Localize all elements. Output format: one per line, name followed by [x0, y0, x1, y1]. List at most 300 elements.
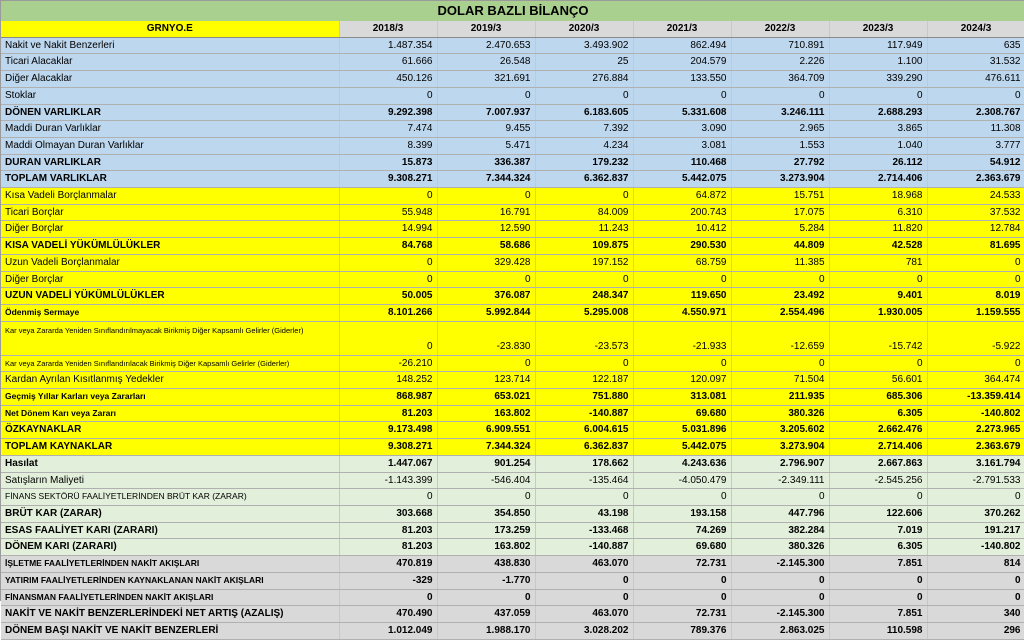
value-cell[interactable]: 901.254 [437, 455, 535, 472]
value-cell[interactable]: 0 [339, 87, 437, 104]
value-cell[interactable]: 71.504 [731, 372, 829, 389]
value-cell[interactable]: 11.820 [829, 221, 927, 238]
value-cell[interactable]: 204.579 [633, 54, 731, 71]
value-cell[interactable]: 0 [633, 355, 731, 372]
value-cell[interactable]: 72.731 [633, 556, 731, 573]
value-cell[interactable]: 200.743 [633, 204, 731, 221]
value-cell[interactable]: 862.494 [633, 37, 731, 54]
value-cell[interactable]: 321.691 [437, 71, 535, 88]
value-cell[interactable]: 5.442.075 [633, 171, 731, 188]
value-cell[interactable]: 6.362.837 [535, 439, 633, 456]
value-cell[interactable]: 635 [927, 37, 1024, 54]
value-cell[interactable]: 0 [731, 271, 829, 288]
value-cell[interactable]: 7.851 [829, 556, 927, 573]
value-cell[interactable]: 11.385 [731, 254, 829, 271]
value-cell[interactable]: 163.802 [437, 405, 535, 422]
value-cell[interactable]: 1.040 [829, 137, 927, 154]
value-cell[interactable]: 3.090 [633, 121, 731, 138]
value-cell[interactable]: 1.100 [829, 54, 927, 71]
row-label[interactable]: Kar veya Zararda Yeniden Sınıflandırılmayacak Birikmiş Diğer Kapsamlı Gelirler (Giderler) [1, 321, 339, 355]
value-cell[interactable]: 364.474 [927, 372, 1024, 389]
value-cell[interactable]: 0 [829, 271, 927, 288]
value-cell[interactable]: -23.830 [437, 321, 535, 355]
value-cell[interactable]: 2.662.476 [829, 422, 927, 439]
value-cell[interactable]: 0 [633, 87, 731, 104]
value-cell[interactable]: 81.203 [339, 539, 437, 556]
value-cell[interactable]: 197.152 [535, 254, 633, 271]
value-cell[interactable]: 6.909.551 [437, 422, 535, 439]
row-label[interactable]: Ödenmiş Sermaye [1, 304, 339, 321]
value-cell[interactable]: 2.714.406 [829, 439, 927, 456]
value-cell[interactable]: 123.714 [437, 372, 535, 389]
row-label[interactable]: Maddi Duran Varlıklar [1, 121, 339, 138]
value-cell[interactable]: 814 [927, 556, 1024, 573]
value-cell[interactable]: 470.490 [339, 606, 437, 623]
row-label[interactable]: Satışların Maliyeti [1, 472, 339, 489]
value-cell[interactable]: 9.292.398 [339, 104, 437, 121]
value-cell[interactable]: -329 [339, 572, 437, 589]
row-label[interactable]: FİNANSMAN FAALİYETLERİNDEN NAKİT AKIŞLARI [1, 589, 339, 606]
ticker-cell[interactable]: GRNYO.E [1, 21, 339, 37]
value-cell[interactable]: 84.009 [535, 204, 633, 221]
value-cell[interactable]: 6.183.605 [535, 104, 633, 121]
row-label[interactable]: TOPLAM KAYNAKLAR [1, 439, 339, 456]
value-cell[interactable]: 653.021 [437, 389, 535, 406]
value-cell[interactable]: 120.097 [633, 372, 731, 389]
value-cell[interactable]: -135.464 [535, 472, 633, 489]
value-cell[interactable]: 14.994 [339, 221, 437, 238]
value-cell[interactable]: 2.554.496 [731, 304, 829, 321]
value-cell[interactable]: 84.768 [339, 238, 437, 255]
row-label[interactable]: DÖNEN VARLIKLAR [1, 104, 339, 121]
value-cell[interactable]: 110.468 [633, 154, 731, 171]
row-label[interactable]: Geçmiş Yıllar Karları veya Zararları [1, 389, 339, 406]
value-cell[interactable]: 15.751 [731, 188, 829, 205]
value-cell[interactable]: 11.308 [927, 121, 1024, 138]
value-cell[interactable]: 211.935 [731, 389, 829, 406]
value-cell[interactable]: 2.273.965 [927, 422, 1024, 439]
value-cell[interactable]: 868.987 [339, 389, 437, 406]
value-cell[interactable]: 1.012.049 [339, 622, 437, 639]
value-cell[interactable]: 31.532 [927, 54, 1024, 71]
value-cell[interactable]: 9.173.498 [339, 422, 437, 439]
value-cell[interactable]: 329.428 [437, 254, 535, 271]
value-cell[interactable]: 2.667.863 [829, 455, 927, 472]
value-cell[interactable]: 5.031.896 [633, 422, 731, 439]
value-cell[interactable]: 751.880 [535, 389, 633, 406]
value-cell[interactable]: 5.471 [437, 137, 535, 154]
value-cell[interactable]: 0 [829, 572, 927, 589]
table-row [1, 87, 1024, 104]
value-cell[interactable]: 4.243.636 [633, 455, 731, 472]
value-cell[interactable]: 0 [535, 589, 633, 606]
value-cell[interactable]: 2.714.406 [829, 171, 927, 188]
value-cell[interactable]: 44.809 [731, 238, 829, 255]
value-cell[interactable]: 3.028.202 [535, 622, 633, 639]
value-cell[interactable]: 179.232 [535, 154, 633, 171]
value-cell[interactable]: 3.205.602 [731, 422, 829, 439]
value-cell[interactable]: 276.884 [535, 71, 633, 88]
value-cell[interactable]: 11.243 [535, 221, 633, 238]
value-cell[interactable]: 2.226 [731, 54, 829, 71]
value-cell[interactable]: 81.203 [339, 522, 437, 539]
value-cell[interactable]: 7.019 [829, 522, 927, 539]
row-label[interactable]: TOPLAM VARLIKLAR [1, 171, 339, 188]
value-cell[interactable]: -26.210 [339, 355, 437, 372]
value-cell[interactable]: 3.081 [633, 137, 731, 154]
value-cell[interactable]: 58.686 [437, 238, 535, 255]
value-cell[interactable]: 4.234 [535, 137, 633, 154]
value-cell[interactable]: 296 [927, 622, 1024, 639]
value-cell[interactable]: -12.659 [731, 321, 829, 355]
value-cell[interactable]: 0 [731, 489, 829, 506]
value-cell[interactable]: 340 [927, 606, 1024, 623]
value-cell[interactable]: 0 [633, 489, 731, 506]
value-cell[interactable]: 0 [339, 321, 437, 355]
value-cell[interactable]: 74.269 [633, 522, 731, 539]
value-cell[interactable]: 56.601 [829, 372, 927, 389]
value-cell[interactable]: 789.376 [633, 622, 731, 639]
value-cell[interactable]: 1.988.170 [437, 622, 535, 639]
value-cell[interactable]: -21.933 [633, 321, 731, 355]
value-cell[interactable]: 1.930.005 [829, 304, 927, 321]
value-cell[interactable]: 437.059 [437, 606, 535, 623]
value-cell[interactable]: 69.680 [633, 405, 731, 422]
row-label[interactable]: BRÜT KAR (ZARAR) [1, 505, 339, 522]
value-cell[interactable]: 16.791 [437, 204, 535, 221]
year-header[interactable]: 2023/3 [829, 21, 927, 37]
value-cell[interactable]: 8.101.266 [339, 304, 437, 321]
value-cell[interactable]: 81.695 [927, 238, 1024, 255]
table-row [1, 372, 1024, 389]
value-cell[interactable]: -2.145.300 [731, 556, 829, 573]
value-cell[interactable]: 122.187 [535, 372, 633, 389]
value-cell[interactable]: 23.492 [731, 288, 829, 305]
row-label[interactable]: Diğer Borçlar [1, 221, 339, 238]
value-cell[interactable]: 193.158 [633, 505, 731, 522]
value-cell[interactable]: 7.344.324 [437, 439, 535, 456]
value-cell[interactable]: 303.668 [339, 505, 437, 522]
row-label[interactable]: YATIRIM FAALİYETLERİNDEN KAYNAKLANAN NAKİT AKIŞLARI [1, 572, 339, 589]
table-row [1, 405, 1024, 422]
value-cell[interactable]: -2.791.533 [927, 472, 1024, 489]
value-cell[interactable]: 24.533 [927, 188, 1024, 205]
value-cell[interactable]: 5.992.844 [437, 304, 535, 321]
value-cell[interactable]: -133.468 [535, 522, 633, 539]
value-cell[interactable]: -140.887 [535, 539, 633, 556]
value-cell[interactable]: 450.126 [339, 71, 437, 88]
row-label[interactable]: Diğer Alacaklar [1, 71, 339, 88]
value-cell[interactable]: 72.731 [633, 606, 731, 623]
row-label[interactable]: ESAS FAALİYET KARI (ZARARI) [1, 522, 339, 539]
sheet-title: DOLAR BAZLI BİLANÇO [1, 1, 1024, 21]
row-label[interactable]: DÖNEM BAŞI NAKİT VE NAKİT BENZERLERİ [1, 622, 339, 639]
value-cell[interactable]: 0 [535, 188, 633, 205]
header-row [1, 21, 1024, 37]
value-cell[interactable]: -23.573 [535, 321, 633, 355]
value-cell[interactable]: 42.528 [829, 238, 927, 255]
value-cell[interactable]: 781 [829, 254, 927, 271]
value-cell[interactable]: 18.968 [829, 188, 927, 205]
value-cell[interactable]: 173.259 [437, 522, 535, 539]
value-cell[interactable]: 2.308.767 [927, 104, 1024, 121]
table-row [1, 455, 1024, 472]
value-cell[interactable]: 0 [437, 87, 535, 104]
value-cell[interactable]: 178.662 [535, 455, 633, 472]
value-cell[interactable]: 0 [927, 355, 1024, 372]
value-cell[interactable]: 470.819 [339, 556, 437, 573]
value-cell[interactable]: 26.548 [437, 54, 535, 71]
row-label[interactable]: Net Dönem Karı veya Zararı [1, 405, 339, 422]
value-cell[interactable]: 0 [437, 489, 535, 506]
value-cell[interactable]: 710.891 [731, 37, 829, 54]
value-cell[interactable]: -140.802 [927, 539, 1024, 556]
table-row [1, 204, 1024, 221]
value-cell[interactable]: 354.850 [437, 505, 535, 522]
value-cell[interactable]: 0 [927, 271, 1024, 288]
value-cell[interactable]: 463.070 [535, 556, 633, 573]
value-cell[interactable]: 0 [731, 589, 829, 606]
year-header[interactable]: 2021/3 [633, 21, 731, 37]
value-cell[interactable]: 336.387 [437, 154, 535, 171]
value-cell[interactable]: 6.305 [829, 405, 927, 422]
value-cell[interactable]: 27.792 [731, 154, 829, 171]
value-cell[interactable]: 117.949 [829, 37, 927, 54]
row-label[interactable]: Kısa Vadeli Borçlanmalar [1, 188, 339, 205]
row-label[interactable]: İŞLETME FAALİYETLERİNDEN NAKİT AKIŞLARI [1, 556, 339, 573]
value-cell[interactable]: 191.217 [927, 522, 1024, 539]
value-cell[interactable]: 7.474 [339, 121, 437, 138]
value-cell[interactable]: 0 [927, 589, 1024, 606]
value-cell[interactable]: 248.347 [535, 288, 633, 305]
value-cell[interactable]: 0 [927, 572, 1024, 589]
value-cell[interactable]: 685.306 [829, 389, 927, 406]
value-cell[interactable]: 163.802 [437, 539, 535, 556]
value-cell[interactable]: 5.295.008 [535, 304, 633, 321]
value-cell[interactable]: 2.363.679 [927, 439, 1024, 456]
value-cell[interactable]: 54.912 [927, 154, 1024, 171]
row-label[interactable]: Diğer Borçlar [1, 271, 339, 288]
value-cell[interactable]: 5.284 [731, 221, 829, 238]
row-label[interactable]: NAKİT VE NAKİT BENZERLERİNDEKİ NET ARTIŞ (AZALIŞ) [1, 606, 339, 623]
value-cell[interactable]: -1.143.399 [339, 472, 437, 489]
value-cell[interactable]: 5.442.075 [633, 439, 731, 456]
value-cell[interactable]: 81.203 [339, 405, 437, 422]
value-cell[interactable]: 4.550.971 [633, 304, 731, 321]
value-cell[interactable]: 1.159.555 [927, 304, 1024, 321]
value-cell[interactable]: 2.796.907 [731, 455, 829, 472]
value-cell[interactable]: 3.493.902 [535, 37, 633, 54]
row-label[interactable]: Nakit ve Nakit Benzerleri [1, 37, 339, 54]
table-row [1, 422, 1024, 439]
value-cell[interactable]: 0 [339, 589, 437, 606]
value-cell[interactable]: 7.344.324 [437, 171, 535, 188]
value-cell[interactable]: 0 [633, 271, 731, 288]
value-cell[interactable]: 0 [437, 271, 535, 288]
value-cell[interactable]: 55.948 [339, 204, 437, 221]
row-label[interactable]: Ticari Alacaklar [1, 54, 339, 71]
value-cell[interactable]: 12.590 [437, 221, 535, 238]
value-cell[interactable]: 0 [633, 572, 731, 589]
value-cell[interactable]: 3.865 [829, 121, 927, 138]
value-cell[interactable]: 119.650 [633, 288, 731, 305]
value-cell[interactable]: -140.887 [535, 405, 633, 422]
value-cell[interactable]: 0 [437, 355, 535, 372]
value-cell[interactable]: 1.447.067 [339, 455, 437, 472]
value-cell[interactable]: 0 [829, 87, 927, 104]
value-cell[interactable]: 0 [437, 188, 535, 205]
value-cell[interactable]: 17.075 [731, 204, 829, 221]
value-cell[interactable]: 3.246.111 [731, 104, 829, 121]
value-cell[interactable]: 9.401 [829, 288, 927, 305]
value-cell[interactable]: -2.349.111 [731, 472, 829, 489]
value-cell[interactable]: 0 [633, 589, 731, 606]
value-cell[interactable]: 6.004.615 [535, 422, 633, 439]
table-row [1, 188, 1024, 205]
row-label[interactable]: Kar veya Zararda Yeniden Sınıflandırılacak Birikmiş Diğer Kapsamlı Gelirler (Giderler) [1, 355, 339, 372]
value-cell[interactable]: 382.284 [731, 522, 829, 539]
value-cell[interactable]: 50.005 [339, 288, 437, 305]
value-cell[interactable]: 9.455 [437, 121, 535, 138]
value-cell[interactable]: 463.070 [535, 606, 633, 623]
value-cell[interactable]: 8.399 [339, 137, 437, 154]
value-cell[interactable]: 3.777 [927, 137, 1024, 154]
value-cell[interactable]: 1.487.354 [339, 37, 437, 54]
value-cell[interactable]: 0 [829, 589, 927, 606]
value-cell[interactable]: 0 [339, 188, 437, 205]
value-cell[interactable]: 43.198 [535, 505, 633, 522]
value-cell[interactable]: 0 [535, 489, 633, 506]
year-header[interactable]: 2018/3 [339, 21, 437, 37]
value-cell[interactable]: 133.550 [633, 71, 731, 88]
value-cell[interactable]: 110.598 [829, 622, 927, 639]
row-label[interactable]: Maddi Olmayan Duran Varlıklar [1, 137, 339, 154]
row-label[interactable]: ÖZKAYNAKLAR [1, 422, 339, 439]
year-header[interactable]: 2020/3 [535, 21, 633, 37]
value-cell[interactable]: 26.112 [829, 154, 927, 171]
value-cell[interactable]: 380.326 [731, 405, 829, 422]
row-label[interactable]: Ticari Borçlar [1, 204, 339, 221]
value-cell[interactable]: 109.875 [535, 238, 633, 255]
value-cell[interactable]: -15.742 [829, 321, 927, 355]
value-cell[interactable]: -2.545.256 [829, 472, 927, 489]
value-cell[interactable]: 2.965 [731, 121, 829, 138]
value-cell[interactable]: 1.553 [731, 137, 829, 154]
value-cell[interactable]: 3.273.904 [731, 171, 829, 188]
value-cell[interactable]: 364.709 [731, 71, 829, 88]
value-cell[interactable]: 8.019 [927, 288, 1024, 305]
row-label[interactable]: Hasılat [1, 455, 339, 472]
value-cell[interactable]: 438.830 [437, 556, 535, 573]
value-cell[interactable]: 0 [927, 87, 1024, 104]
value-cell[interactable]: 0 [535, 572, 633, 589]
value-cell[interactable]: -546.404 [437, 472, 535, 489]
table-row [1, 271, 1024, 288]
year-header[interactable]: 2019/3 [437, 21, 535, 37]
value-cell[interactable]: 37.532 [927, 204, 1024, 221]
value-cell[interactable]: -5.922 [927, 321, 1024, 355]
value-cell[interactable]: 69.680 [633, 539, 731, 556]
value-cell[interactable]: 2.863.025 [731, 622, 829, 639]
value-cell[interactable]: 380.326 [731, 539, 829, 556]
value-cell[interactable]: 25 [535, 54, 633, 71]
row-label[interactable]: FİNANS SEKTÖRÜ FAALİYETLERİNDEN BRÜT KAR (ZARAR) [1, 489, 339, 506]
value-cell[interactable]: 64.872 [633, 188, 731, 205]
value-cell[interactable]: 6.305 [829, 539, 927, 556]
value-cell[interactable]: 0 [339, 254, 437, 271]
value-cell[interactable]: 0 [829, 355, 927, 372]
value-cell[interactable]: 10.412 [633, 221, 731, 238]
value-cell[interactable]: 3.161.794 [927, 455, 1024, 472]
value-cell[interactable]: -13.359.414 [927, 389, 1024, 406]
row-label[interactable]: Uzun Vadeli Borçlanmalar [1, 254, 339, 271]
row-label[interactable]: DÖNEM KARI (ZARARI) [1, 539, 339, 556]
value-cell[interactable]: 7.007.937 [437, 104, 535, 121]
value-cell[interactable]: 0 [927, 489, 1024, 506]
value-cell[interactable]: 0 [535, 271, 633, 288]
value-cell[interactable]: 476.611 [927, 71, 1024, 88]
value-cell[interactable]: 0 [731, 87, 829, 104]
row-label[interactable]: DURAN VARLIKLAR [1, 154, 339, 171]
value-cell[interactable]: 0 [339, 489, 437, 506]
value-cell[interactable]: 68.759 [633, 254, 731, 271]
value-cell[interactable]: 2.470.653 [437, 37, 535, 54]
value-cell[interactable]: 0 [829, 489, 927, 506]
value-cell[interactable]: 0 [535, 355, 633, 372]
value-cell[interactable]: 9.308.271 [339, 439, 437, 456]
table-row [1, 355, 1024, 372]
value-cell[interactable]: 376.087 [437, 288, 535, 305]
value-cell[interactable]: 6.310 [829, 204, 927, 221]
year-header[interactable]: 2024/3 [927, 21, 1024, 37]
value-cell[interactable]: 313.081 [633, 389, 731, 406]
value-cell[interactable]: -4.050.479 [633, 472, 731, 489]
value-cell[interactable]: 0 [927, 254, 1024, 271]
value-cell[interactable]: 447.796 [731, 505, 829, 522]
value-cell[interactable]: -2.145.300 [731, 606, 829, 623]
value-cell[interactable]: 370.262 [927, 505, 1024, 522]
value-cell[interactable]: 7.851 [829, 606, 927, 623]
table-row [1, 622, 1024, 639]
value-cell[interactable]: 148.252 [339, 372, 437, 389]
value-cell[interactable]: 339.290 [829, 71, 927, 88]
value-cell[interactable]: 2.363.679 [927, 171, 1024, 188]
value-cell[interactable]: 15.873 [339, 154, 437, 171]
value-cell[interactable]: -1.770 [437, 572, 535, 589]
value-cell[interactable]: 7.392 [535, 121, 633, 138]
value-cell[interactable]: 9.308.271 [339, 171, 437, 188]
value-cell[interactable]: 290.530 [633, 238, 731, 255]
value-cell[interactable]: 0 [731, 572, 829, 589]
value-cell[interactable]: 0 [535, 87, 633, 104]
year-header[interactable]: 2022/3 [731, 21, 829, 37]
row-label[interactable]: Kardan Ayrılan Kısıtlanmış Yedekler [1, 372, 339, 389]
row-label[interactable]: UZUN VADELİ YÜKÜMLÜLÜKLER [1, 288, 339, 305]
value-cell[interactable]: -140.802 [927, 405, 1024, 422]
row-label[interactable]: KISA VADELİ YÜKÜMLÜLÜKLER [1, 238, 339, 255]
value-cell[interactable]: 3.273.904 [731, 439, 829, 456]
value-cell[interactable]: 5.331.608 [633, 104, 731, 121]
value-cell[interactable]: 61.666 [339, 54, 437, 71]
value-cell[interactable]: 12.784 [927, 221, 1024, 238]
value-cell[interactable]: 6.362.837 [535, 171, 633, 188]
value-cell[interactable]: 0 [437, 589, 535, 606]
value-cell[interactable]: 0 [731, 355, 829, 372]
value-cell[interactable]: 122.606 [829, 505, 927, 522]
value-cell[interactable]: 0 [339, 271, 437, 288]
value-cell[interactable]: 2.688.293 [829, 104, 927, 121]
row-label[interactable]: Stoklar [1, 87, 339, 104]
